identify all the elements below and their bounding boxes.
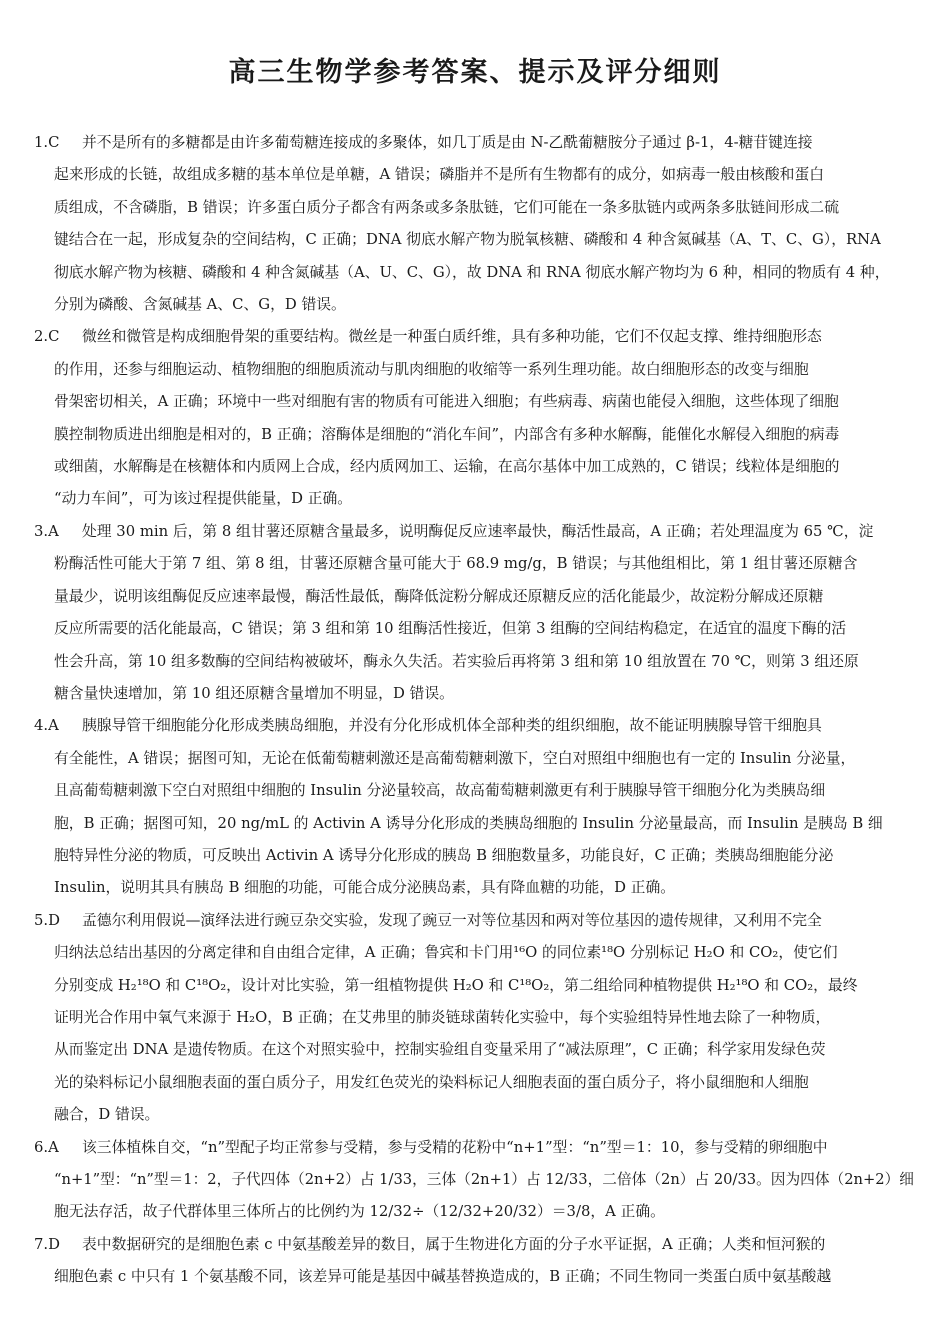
- explanation-line: 彻底水解产物为核糖、磷酸和 4 种含氮碱基（A、U、C、G），故 DNA 和 RNA 彻底水解产物均为 6 种，相同的物质有 4 种，: [54, 263, 890, 281]
- explanation-line: 或细菌，水解酶是在核糖体和内质网上合成，经内质网加工、运输，在高尔基体中加工成熟的，C 错误；线粒体是细胞的: [54, 458, 840, 476]
- answer-item-4: [34, 710, 914, 904]
- question-number: 5.D: [34, 911, 60, 929]
- explanation-line: 膜控制物质进出细胞是相对的，B 正确；溶酶体是细胞的“消化车间”，内部含有多种水解酶，能催化水解侵入细胞的病毒: [54, 425, 840, 443]
- explanation-line: “动力车间”，可为该过程提供能量，D 正确。: [54, 490, 353, 508]
- explanation-line: 的作用，还参与细胞运动、植物细胞的细胞质流动与肌肉细胞的收缩等一系列生理功能。故白细胞形态的改变与细胞: [54, 360, 809, 378]
- explanation-line: 该三体植株自交，“n”型配子均正常参与受精，参与受精的花粉中“n+1”型：“n”型＝1：10，参与受精的卵细胞中: [82, 1138, 828, 1156]
- explanation-line: 键结合在一起，形成复杂的空间结构，C 正确；DNA 彻底水解产物为脱氧核糖、磷酸和 4 种含氮碱基（A、T、C、G），RNA: [54, 231, 881, 249]
- answer-list: [34, 127, 914, 1294]
- explanation-line: 表中数据研究的是细胞色素 c 中氨基酸差异的数目，属于生物进化方面的分子水平证据，A 正确；人类和恒河猴的: [82, 1235, 826, 1253]
- answer-item-6: [34, 1132, 914, 1229]
- question-number: 7.D: [34, 1235, 60, 1253]
- explanation-line: 归纳法总结出基因的分离定律和自由组合定律，A 正确；鲁宾和卡门用¹⁶O 的同位素¹⁸O 分别标记 H₂O 和 CO₂，使它们: [54, 944, 838, 962]
- answer-item-5: [34, 905, 914, 1132]
- explanation-line: 量最少，说明该组酶促反应速率最慢，酶活性最低，酶降低淀粉分解成还原糖反应的活化能最少，故淀粉分解成还原糖: [54, 587, 824, 605]
- explanation-line: 分别为磷酸、含氮碱基 A、C、G，D 错误。: [54, 296, 346, 314]
- explanation-line: 从而鉴定出 DNA 是遗传物质。在这个对照实验中，控制实验组自变量采用了“减法原理”，C 正确；科学家用发绿色荧: [54, 1041, 826, 1059]
- question-number: 1.C: [34, 134, 60, 151]
- explanation-line: 处理 30 min 后，第 8 组甘薯还原糖含量最多，说明酶促反应速率最快，酶活性最高，A 正确；若处理温度为 65 ℃，淀: [82, 522, 874, 540]
- explanation-line: 性会升高，第 10 组多数酶的空间结构被破坏，酶永久失活。若实验后再将第 3 组和第 10 组放置在 70 ℃，则第 3 组还原: [54, 652, 859, 670]
- explanation-line: 粉酶活性可能大于第 7 组、第 8 组，甘薯还原糖含量可能大于 68.9 mg/g，B 错误；与其他组相比，第 1 组甘薯还原糖含: [54, 555, 858, 573]
- answer-item-3: [34, 516, 914, 710]
- explanation-line: 反应所需要的活化能最高，C 错误；第 3 组和第 10 组酶活性接近，但第 3 组酶的空间结构稳定，在适宜的温度下酶的活: [54, 620, 847, 638]
- explanation-line: 细胞色素 c 中只有 1 个氨基酸不同，该差异可能是基因中碱基替换造成的，B 正确；不同生物同一类蛋白质中氨基酸越: [54, 1268, 832, 1286]
- question-number: 3.A: [34, 522, 59, 540]
- explanation-line: 有全能性，A 错误；据图可知，无论在低葡萄糖刺激还是高葡萄糖刺激下，空白对照组中细胞也有一定的 Insulin 分泌量，: [54, 749, 856, 767]
- explanation-line: Insulin，说明其具有胰岛 B 细胞的功能，可能合成分泌胰岛素，具有降血糖的功能，D 正确。: [54, 879, 676, 897]
- explanation-line: 微丝和微管是构成细胞骨架的重要结构。微丝是一种蛋白质纤维，具有多种功能，它们不仅起支撑、维持细胞形态: [82, 328, 822, 346]
- explanation-line: “n+1”型：“n”型＝1：2，子代四体（2n+2）占 1/33，三体（2n+1）占 12/33，二倍体（2n）占 20/33。因为四体（2n+2）细: [54, 1171, 914, 1188]
- explanation-line: 分别变成 H₂¹⁸O 和 C¹⁸O₂，设计对比实验，第一组植物提供 H₂O 和 C¹⁸O₂，第二组给同种植物提供 H₂¹⁸O 和 CO₂，最终: [54, 976, 858, 994]
- explanation-line: 骨架密切相关，A 正确；环境中一些对细胞有害的物质有可能进入细胞；有些病毒、病菌也能侵入细胞，这些体现了细胞: [54, 393, 839, 411]
- question-number: 2.C: [34, 328, 60, 346]
- explanation-line: 糖含量快速增加，第 10 组还原糖含量增加不明显，D 错误。: [54, 684, 454, 702]
- answer-item-2: [34, 321, 914, 515]
- explanation-line: 孟德尔利用假说—演绎法进行豌豆杂交实验，发现了豌豆一对等位基因和两对等位基因的遗传规律，又利用不完全: [82, 911, 822, 929]
- explanation-line: 光的染料标记小鼠细胞表面的蛋白质分子，用发红色荧光的染料标记人细胞表面的蛋白质分子，将小鼠细胞和人细胞: [54, 1073, 809, 1091]
- explanation-line: 并不是所有的多糖都是由许多葡萄糖连接成的多聚体，如几丁质是由 N-乙酰葡糖胺分子通过 β-1，4-糖苷键连接: [82, 134, 813, 151]
- explanation-line: 胰腺导管干细胞能分化形成类胰岛细胞，并没有分化形成机体全部种类的组织细胞，故不能证明胰腺导管干细胞具: [82, 717, 822, 735]
- explanation-line: 证明光合作用中氧气来源于 H₂O，B 正确；在艾弗里的肺炎链球菌转化实验中，每个实验组特异性地去除了一种物质，: [54, 1008, 831, 1026]
- explanation-line: 胞，B 正确；据图可知，20 ng/mL 的 Activin A 诱导分化形成的类胰岛细胞的 Insulin 分泌量最高，而 Insulin 是胰岛 B 细: [54, 814, 883, 832]
- explanation-line: 起来形成的长链，故组成多糖的基本单位是单糖，A 错误；磷脂并不是所有生物都有的成分，如病毒一般由核酸和蛋白: [54, 166, 825, 184]
- explanation-line: 胞特异性分泌的物质，可反映出 Activin A 诱导分化形成的胰岛 B 细胞数量多，功能良好，C 正确；类胰岛细胞能分泌: [54, 846, 834, 864]
- answer-item-7: [34, 1229, 914, 1294]
- explanation-line: 融合，D 错误。: [54, 1106, 160, 1124]
- explanation-line: 胞无法存活，故子代群体里三体所占的比例约为 12/32÷（12/32+20/32）＝3/8，A 正确。: [54, 1203, 665, 1221]
- question-number: 4.A: [34, 717, 59, 735]
- answer-item-1: [34, 127, 914, 321]
- question-number: 6.A: [34, 1138, 59, 1156]
- explanation-line: 且高葡萄糖刺激下空白对照组中细胞的 Insulin 分泌量较高，故高葡萄糖刺激更有利于胰腺导管干细胞分化为类胰岛细: [54, 782, 826, 800]
- page-title: 高三生物学参考答案、提示及评分细则: [228, 57, 722, 88]
- explanation-line: 质组成，不含磷脂，B 错误；许多蛋白质分子都含有两条或多条肽链，它们可能在一条多肽链内或两条多肽链间形成二硫: [54, 198, 840, 216]
